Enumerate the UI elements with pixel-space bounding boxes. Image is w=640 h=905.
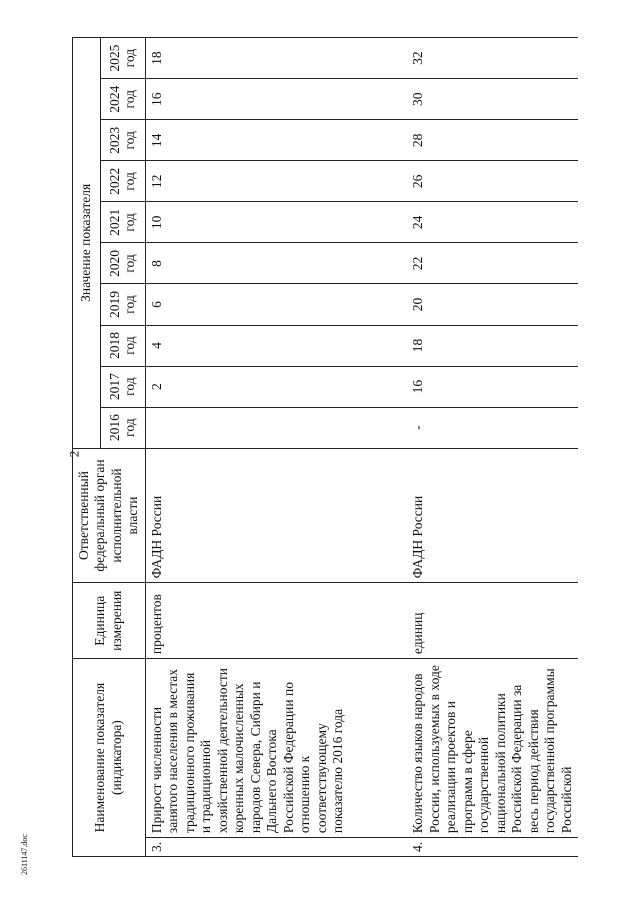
- value-cell: 30: [407, 79, 578, 120]
- value-cell: 24: [407, 202, 578, 243]
- value-cell: 22: [407, 243, 578, 284]
- unit-cell: единиц: [407, 583, 578, 659]
- header-unit: Единица измерения: [73, 583, 146, 659]
- rotated-table-sheet: [72, 37, 640, 857]
- row-number: 3.: [145, 838, 407, 857]
- value-cell: 6: [145, 284, 407, 325]
- header-year: 2023 год: [101, 120, 145, 161]
- value-cell: 2: [145, 366, 407, 407]
- org-cell: ФАДН России: [145, 448, 407, 583]
- value-cell: 16: [407, 366, 578, 407]
- value-cell: [145, 407, 407, 448]
- header-year: 2025 год: [101, 38, 145, 79]
- header-year: 2017 год: [101, 366, 145, 407]
- header-name: Наименование показателя (индикатора): [73, 659, 146, 857]
- value-cell: 32: [407, 38, 578, 79]
- row-number: 4.: [407, 838, 578, 857]
- header-year: 2020 год: [101, 243, 145, 284]
- document-code: 2611147.doc: [19, 834, 29, 875]
- value-cell: 8: [145, 243, 407, 284]
- indicator-name: Прирост численности занятого населения в местах традиционного проживания и традиционной хозяйственной деятельности коренных малочисленных народов Севера, Сибири и Дальнего Востока Российской Федерации по отношению к соответствующему показателю 2016 года: [145, 659, 407, 838]
- value-cell: 18: [407, 325, 578, 366]
- header-row-1: [73, 38, 101, 857]
- value-cell: 28: [407, 120, 578, 161]
- header-org: Ответственный федеральный орган исполнительной власти: [73, 448, 146, 583]
- value-cell: 26: [407, 161, 578, 202]
- header-year: 2018 год: [101, 325, 145, 366]
- value-cell: 20: [407, 284, 578, 325]
- value-cell: 16: [145, 79, 407, 120]
- table-row: [145, 38, 407, 857]
- header-year: 2024 год: [101, 79, 145, 120]
- header-year: 2019 год: [101, 284, 145, 325]
- value-cell: -: [407, 407, 578, 448]
- header-year: 2016 год: [101, 407, 145, 448]
- value-cell: 14: [145, 120, 407, 161]
- header-year: 2022 год: [101, 161, 145, 202]
- unit-cell: процентов: [145, 583, 407, 659]
- header-values-group: Значение показателя: [73, 38, 101, 449]
- value-cell: 4: [145, 325, 407, 366]
- org-cell: ФАДН России: [407, 448, 578, 583]
- indicator-name: Количество языков народов России, используемых в ходе реализации проектов и программ в сфере государственной национальной политики Российской Федерации за весь период действия государственной программы Российской: [407, 659, 578, 838]
- indicators-table: [72, 37, 578, 857]
- value-cell: 18: [145, 38, 407, 79]
- page-number: 2: [66, 450, 82, 458]
- value-cell: 10: [145, 202, 407, 243]
- header-year: 2021 год: [101, 202, 145, 243]
- table-row: [407, 38, 578, 857]
- value-cell: 12: [145, 161, 407, 202]
